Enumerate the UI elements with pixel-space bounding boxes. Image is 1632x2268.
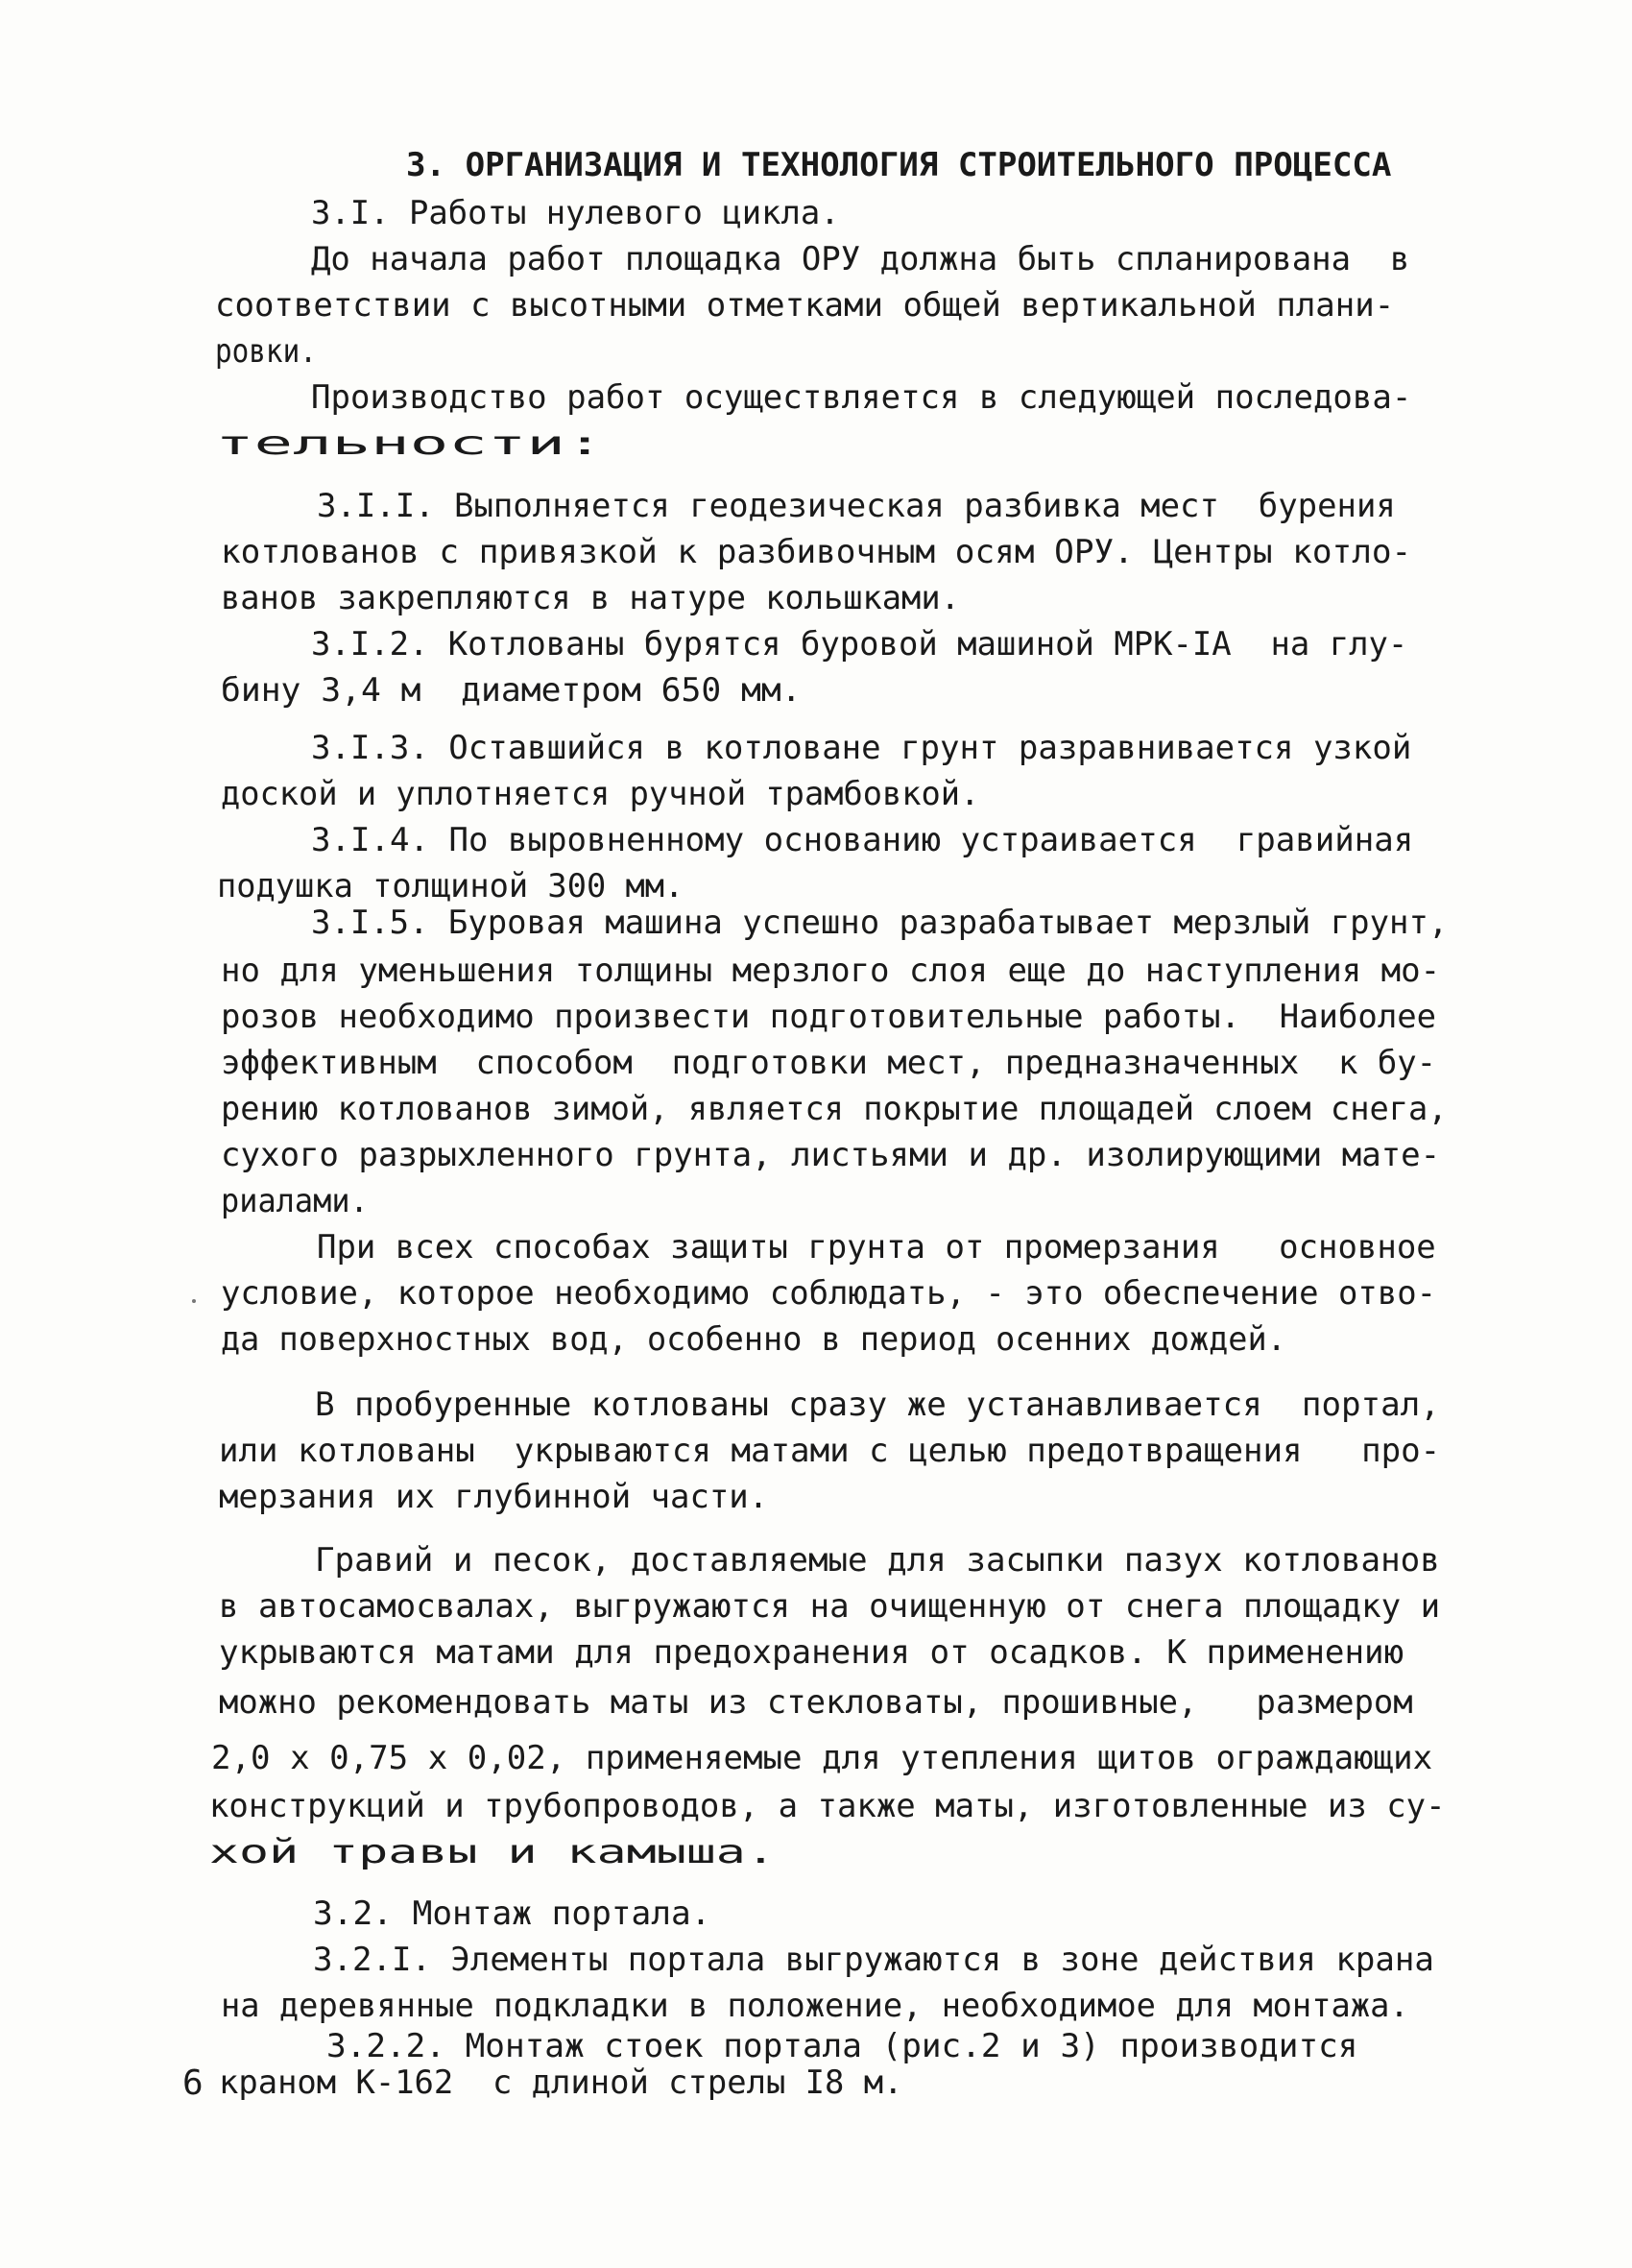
body-text-line: котлованов с привязкой к разбивочным осям ОРУ. Центры котло- <box>221 533 1412 571</box>
subsection-heading: 3.I. Работы нулевого цикла. <box>311 194 840 232</box>
body-text-line: конструкций и трубопроводов, а также маты, изготовленные из су- <box>209 1787 1446 1825</box>
subsection-heading: 3.2. Монтаж портала. <box>313 1894 711 1933</box>
body-text-line: 2,0 х 0,75 х 0,02, применяемые для утепления щитов ограждающих <box>211 1739 1433 1777</box>
body-text-line: Производство работ осуществляется в следующей последова- <box>311 378 1412 417</box>
body-text-line: Гравий и песок, доставляемые для засыпки пазух котлованов <box>315 1541 1440 1580</box>
body-text-line: в автосамосвалах, выгружаются на очищенную от снега площадку и <box>219 1587 1441 1626</box>
body-text-line: При всех способах защиты грунта от промерзания основное <box>317 1228 1436 1267</box>
section-heading: 3. ОРГАНИЗАЦИЯ И ТЕХНОЛОГИЯ СТРОИТЕЛЬНОГО ПРОЦЕССА <box>406 146 1392 184</box>
body-text-line: ровки. <box>215 332 317 371</box>
body-text-line: но для уменьшения толщины мерзлого слоя еще до наступления мо- <box>221 952 1441 990</box>
body-text-line: доской и уплотняется ручной трамбовкой. <box>221 775 980 813</box>
body-text-line: В пробуренные котлованы сразу же устанавливается портал, <box>315 1386 1440 1424</box>
body-text-line: эффективным способом подготовки мест, предназначенных к бу- <box>221 1044 1437 1082</box>
body-text-line: тельности: <box>215 424 605 463</box>
page-number: 6 <box>182 2063 204 2103</box>
body-text-line: условие, которое необходимо соблюдать, - это обеспечение отво- <box>221 1274 1437 1313</box>
body-text-line: 3.I.I. Выполняется геодезическая разбивка мест бурения <box>317 487 1396 525</box>
body-text-line: розов необходимо произвести подготовительные работы. Наиболее <box>221 998 1437 1036</box>
body-text-line: рению котлованов зимой, является покрытие площадей слоем снега, <box>221 1090 1448 1128</box>
body-text-line: можно рекомендовать маты из стекловаты, прошивные, размером <box>219 1683 1413 1722</box>
body-text-line: или котлованы укрываются матами с целью предотвращения про- <box>219 1432 1441 1470</box>
body-text-line: бину 3,4 м диаметром 650 мм. <box>221 671 802 710</box>
body-text-line: да поверхностных вод, особенно в период осенних дождей. <box>221 1320 1286 1359</box>
body-text-line: 3.I.5. Буровая машина успешно разрабатывает мерзлый грунт, <box>311 904 1449 942</box>
body-text-line: риалами. <box>221 1182 369 1220</box>
scan-speck <box>192 1299 196 1303</box>
body-text-line: хой травы и камыша. <box>209 1833 776 1871</box>
body-text-line: соответствии с высотными отметками общей вертикальной плани- <box>215 286 1395 325</box>
body-text-line: сухого разрыхленного грунта, листьями и др. изолирующими мате- <box>221 1136 1441 1174</box>
body-text-line: ванов закрепляются в натуре кольшками. <box>221 579 960 617</box>
body-text-line: 3.I.2. Котлованы бурятся буровой машиной МРК-IА на глу- <box>311 625 1408 664</box>
body-text-line: 3.2.2. Монтаж стоек портала (рис.2 и 3) производится <box>326 2027 1358 2065</box>
body-text-line: на деревянные подкладки в положение, необходимое для монтажа. <box>221 1987 1409 2025</box>
body-text-line: краном К-162 с длиной стрелы I8 м. <box>219 2063 903 2102</box>
body-text-line: 3.I.4. По выровненному основанию устраивается гравийная <box>311 821 1414 859</box>
body-text-line: мерзания их глубинной части. <box>219 1478 769 1516</box>
body-text-line: подушка толщиной 300 мм. <box>217 867 684 905</box>
body-text-line: 3.2.I. Элементы портала выгружаются в зоне действия крана <box>313 1941 1434 1979</box>
body-text-line: укрываются матами для предохранения от осадков. К применению <box>219 1633 1404 1672</box>
body-text-line: 3.I.3. Оставшийся в котловане грунт разравнивается узкой <box>311 729 1412 767</box>
body-text-line: До начала работ площадка ОРУ должна быть спланирована в <box>311 240 1410 278</box>
